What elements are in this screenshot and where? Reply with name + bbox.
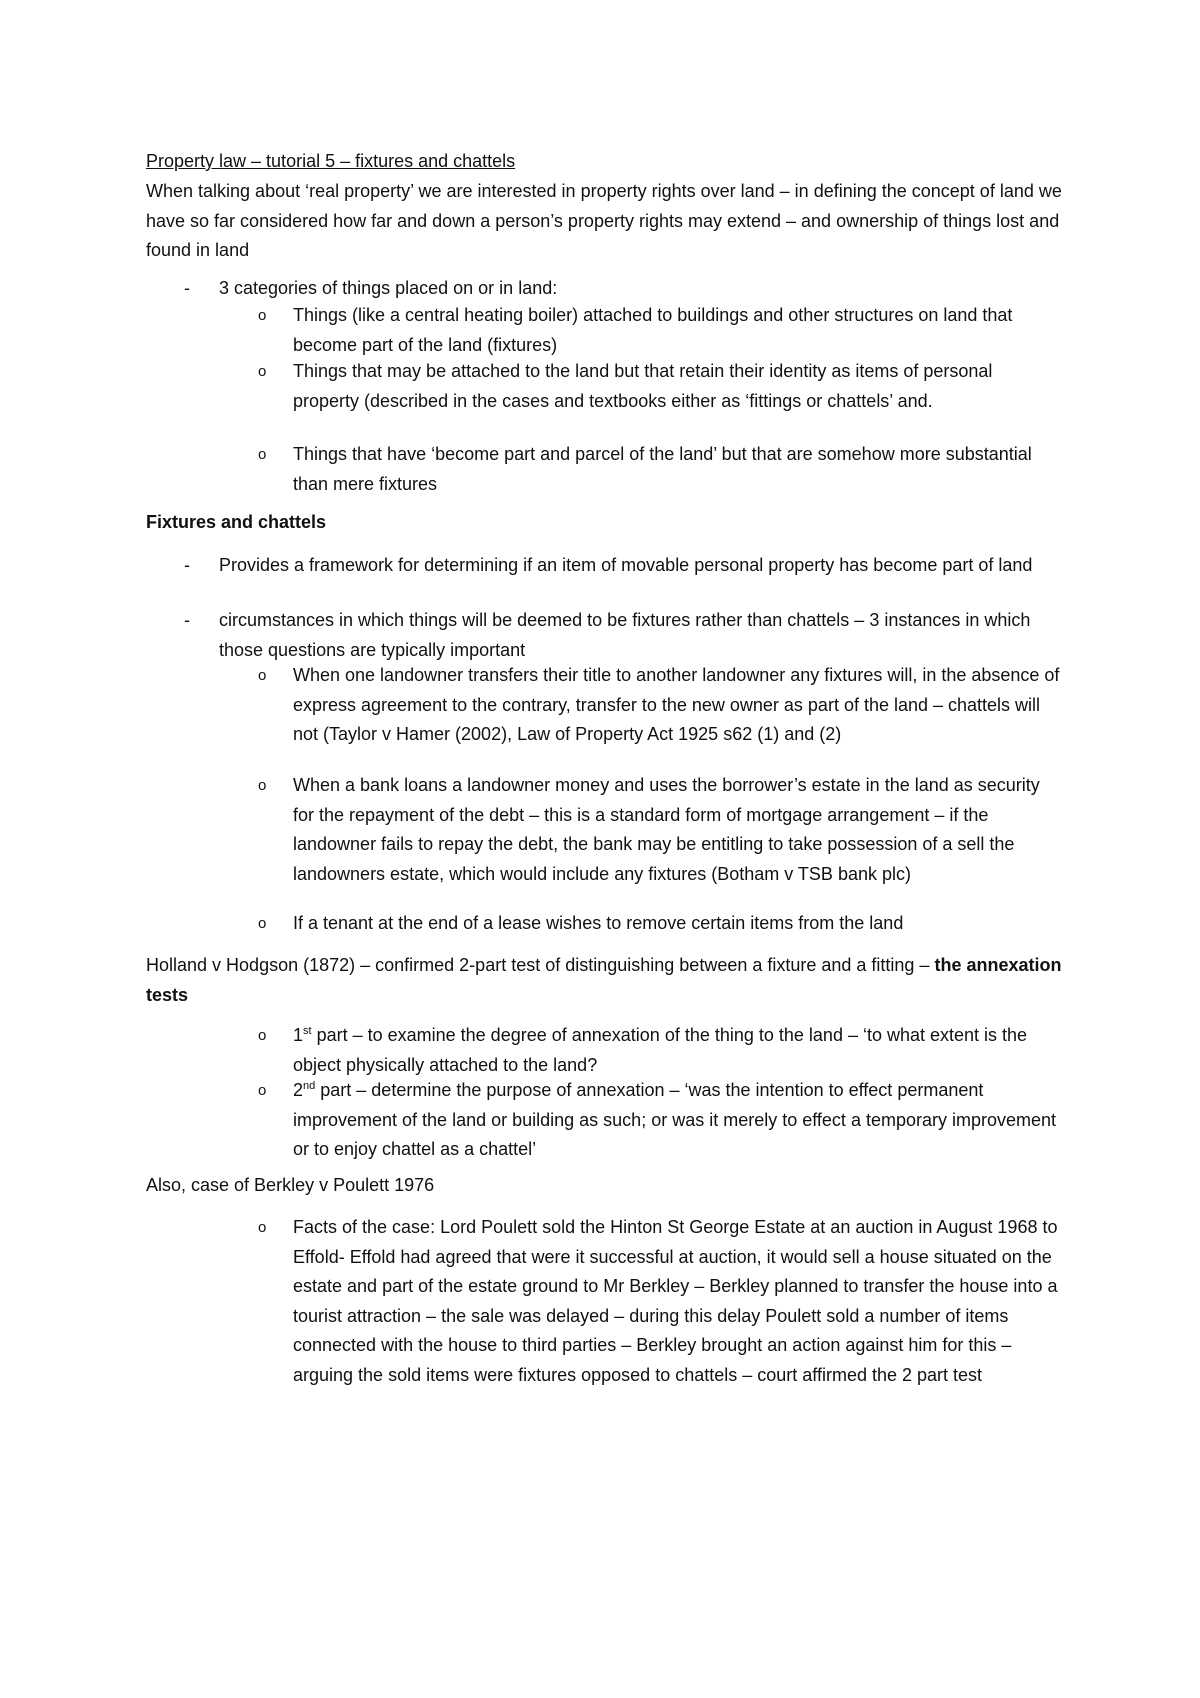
circle-bullet: o [258,1219,267,1236]
fixtures-heading: Fixtures and chattels [146,512,327,532]
fixtures-item-text: When a bank loans a landowner money and uses the borrower’s estate in the land as security for the repayment of the debt – this is a standard form of mortgage arrangement – if the landowner fails to repay the debt, the bank may be entitling to take possession of a sell the landowners estate, which would include any fixtures (Botham v TSB bank plc) [293,775,1040,884]
fixtures-dash-text: circumstances in which things will be deemed to be fixtures rather than chattels – 3 instances in which those questions are typically important [219,610,1031,660]
category-text: Things that have ‘become part and parcel of the land’ but that are somehow more substantial than mere fixtures [293,444,1032,494]
circle-bullet: o [258,446,267,463]
berkley-facts-text: Facts of the case: Lord Poulett sold the Hinton St George Estate at an auction in August 1968 to Effold- Effold had agreed that were it successful at auction, it would sell a house situated on the estate and part of the estate ground to Mr Berkley – Berkley planned to transfer the house into a tourist attraction – the sale was delayed – during this delay Poulett sold a number of items connected with the house to third parties – Berkley brought an action against him for this – arguing the sold items were fixtures opposed to chattels – court affirmed the 2 part test [293,1217,1058,1385]
fixtures-item-text: If a tenant at the end of a lease wishes to remove certain items from the land [293,913,904,933]
annexation-body: part – determine the purpose of annexation – ‘was the intention to effect permanent improvement of the land or building as such; or was it merely to effect a temporary improvement or to enjoy chattel as a chattel’ [293,1080,1057,1159]
dash-bullet: - [184,278,190,298]
ordinal-number: 1 [293,1025,304,1045]
categories-lead: 3 categories of things placed on or in land: [219,278,558,298]
holland-paragraph [146,951,1066,1010]
circle-bullet: o [258,1027,267,1044]
category-text: Things (like a central heating boiler) attached to buildings and other structures on land that become part of the land (fixtures) [293,305,1013,355]
circle-bullet: o [258,1082,267,1099]
fixtures-dash-text: Provides a framework for determining if an item of movable personal property has become part of land [219,555,1033,575]
intro-paragraph: When talking about ‘real property’ we are interested in property rights over land – in defining the concept of land we have so far considered how far and down a person’s property rights may extend – and ownership of things lost and found in land [146,181,1062,260]
circle-bullet: o [258,777,267,794]
circle-bullet: o [258,363,267,380]
annexation-body: part – to examine the degree of annexation of the thing to the land – ‘to what extent is the object physically attached to the land? [293,1025,1028,1075]
circle-bullet: o [258,307,267,324]
berkley-intro: Also, case of Berkley v Poulett 1976 [146,1175,435,1195]
annexation-text [293,1076,1063,1165]
circle-bullet: o [258,667,267,684]
annexation-tests-label: the annexation tests [146,955,1062,1005]
ordinal-suffix: st [303,1025,312,1037]
dash-bullet: - [184,610,190,630]
ordinal-suffix: nd [303,1080,316,1092]
document-title: Property law – tutorial 5 – fixtures and chattels [146,151,516,171]
fixtures-item-text: When one landowner transfers their title to another landowner any fixtures will, in the absence of express agreement to the contrary, transfer to the new owner as part of the land – chattels will not (Taylor v Hamer (2002), Law of Property Act 1925 s62 (1) and (2) [293,665,1060,744]
category-text: Things that may be attached to the land but that retain their identity as items of personal property (described in the cases and textbooks either as ‘fittings or chattels’ and. [293,361,993,411]
holland-text: Holland v Hodgson (1872) – confirmed 2-part test of distinguishing between a fixture and a fitting – [146,955,930,975]
ordinal-number: 2 [293,1080,304,1100]
dash-bullet: - [184,555,190,575]
annexation-text [293,1021,1063,1080]
circle-bullet: o [258,915,267,932]
